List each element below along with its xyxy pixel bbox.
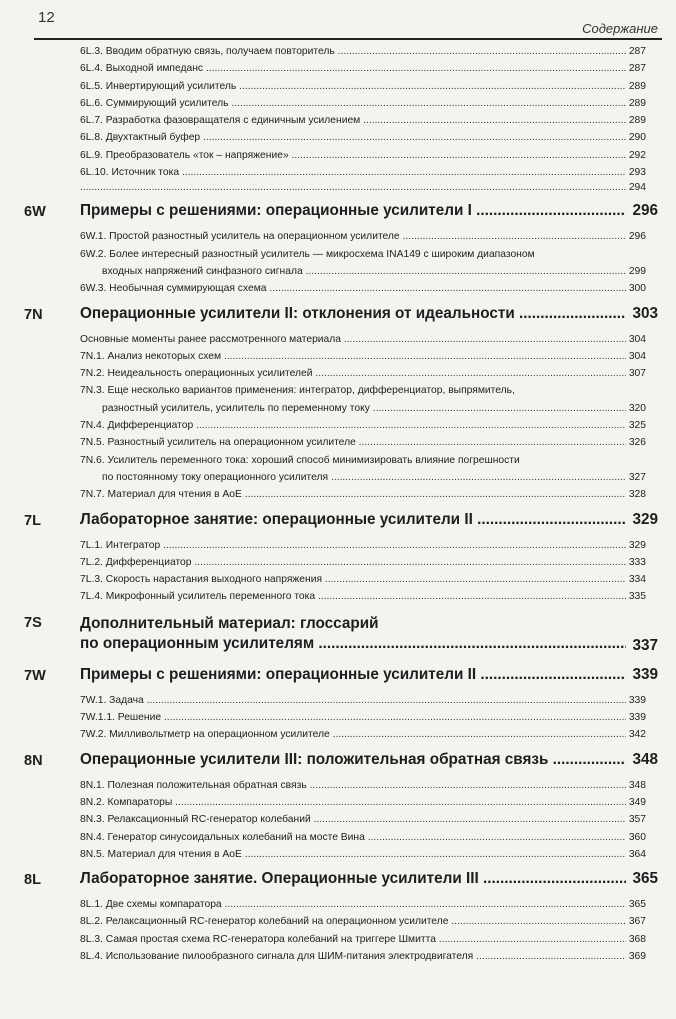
chapter-heading — [0, 751, 676, 777]
toc-entry-page: 360 — [627, 829, 646, 846]
chapter-code: 8L — [24, 872, 41, 889]
toc-entry — [0, 246, 676, 263]
header-rule — [34, 38, 662, 40]
chapter-title: Операционные усилители III: положительная обратная связь ..... — [80, 751, 626, 769]
toc-entry — [0, 931, 676, 948]
toc-entry-page: 349 — [627, 794, 646, 811]
toc-entry — [0, 452, 676, 469]
toc-entry-page: 287 — [627, 43, 646, 60]
running-title: Содержание — [582, 21, 658, 36]
toc-entry — [0, 692, 676, 709]
toc-entry — [0, 129, 676, 146]
toc-entry-page: 328 — [627, 486, 646, 503]
toc-entry — [0, 913, 676, 930]
chapter-title: Дополнительный материал: глоссарий — [80, 614, 379, 632]
chapter-page: 365 — [632, 870, 658, 888]
toc-entry-page: 296 — [627, 228, 646, 245]
toc-entry — [0, 147, 676, 164]
toc-entry-page: 293 — [627, 164, 646, 181]
toc-entry-title: 6L.5. Инвертирующий усилитель ..... — [80, 78, 626, 95]
toc-entry-page: 289 — [627, 95, 646, 112]
toc-entry — [0, 365, 676, 382]
toc-entry-title: 7L.4. Микрофонный усилитель переменного тока ..... — [80, 588, 626, 605]
toc-entry — [0, 95, 676, 112]
toc-entry-title: 8L.1. Две схемы компаратора ..... — [80, 896, 626, 913]
toc-entry — [0, 164, 676, 181]
toc-entry-title: 7W.2. Милливольтметр на операционном усилителе ..... — [80, 726, 626, 743]
chapter-title-cont: по операционным усилителям ..... — [80, 635, 626, 653]
toc-entry-page: 367 — [627, 913, 646, 930]
toc-entry-page: 339 — [627, 709, 646, 726]
toc-entry-page: 289 — [627, 78, 646, 95]
chapter-title: Лабораторное занятие: операционные усилители II ..... — [80, 511, 626, 529]
toc-entry — [0, 571, 676, 588]
toc-entry-page: 335 — [627, 588, 646, 605]
toc-entry-title: 6L.6. Суммирующий усилитель ..... — [80, 95, 626, 112]
toc-entry-title: 8L.2. Релаксационный RC-генератор колебаний на операционном усилителе ..... — [80, 913, 626, 930]
toc-entry — [0, 588, 676, 605]
toc-entry-title: 8N.1. Полезная положительная обратная связь ..... — [80, 777, 626, 794]
toc-entry-page: 348 — [627, 777, 646, 794]
toc-entry-title: 7N.1. Анализ некоторых схем ..... — [80, 348, 626, 365]
toc-entry — [0, 382, 676, 399]
toc-entry — [0, 112, 676, 129]
chapter-title: Примеры с решениями: операционные усилители II ..... — [80, 666, 626, 684]
toc-entry-page: 329 — [627, 537, 646, 554]
toc-entry — [0, 777, 676, 794]
chapter-code: 8N — [24, 752, 43, 769]
toc-entry-continued — [0, 400, 676, 417]
toc-entry-page: 365 — [627, 896, 646, 913]
chapter-page: 348 — [632, 750, 658, 768]
toc-entry — [0, 181, 676, 195]
toc-entry — [0, 417, 676, 434]
toc-entry-page: 325 — [627, 417, 646, 434]
chapter-code: 7W — [24, 667, 46, 684]
toc-entry-title: 8N.3. Релаксационный RC-генератор колебаний ..... — [80, 811, 626, 828]
toc-entry — [0, 486, 676, 503]
toc-entry — [0, 896, 676, 913]
toc-entry-page: 326 — [627, 434, 646, 451]
table-of-contents — [0, 43, 676, 965]
chapter-code: 7S — [24, 614, 42, 631]
toc-entry-continued — [0, 469, 676, 486]
toc-entry — [0, 43, 676, 60]
toc-entry — [0, 537, 676, 554]
toc-entry-title: 6W.1. Простой разностный усилитель на операционном усилителе ..... — [80, 228, 626, 245]
toc-entry-title: 7N.3. Еще несколько вариантов применения: интегратор, дифференциатор, выпрямитель, — [80, 385, 515, 397]
toc-entry — [0, 726, 676, 743]
toc-entry-page: 339 — [627, 692, 646, 709]
toc-entry — [0, 60, 676, 77]
toc-entry-title: 6L.4. Выходной импеданс ..... — [80, 60, 626, 77]
toc-entry-title: 7N.2. Неидеальность операционных усилителей ..... — [80, 365, 626, 382]
toc-entry-page: 299 — [627, 263, 646, 280]
toc-entry-title: 7N.4. Дифференциатор ..... — [80, 417, 626, 434]
toc-entry-title: 8N.5. Материал для чтения в AoE ..... — [80, 846, 626, 863]
toc-entry-title: 7N.5. Разностный усилитель на операционном усилителе ..... — [80, 434, 626, 451]
toc-entry — [0, 709, 676, 726]
toc-entry — [0, 78, 676, 95]
toc-entry-title: 8L.4. Использование пилообразного сигнала для ШИМ-питания электродвигателя ..... — [80, 948, 626, 965]
toc-entry-page: 327 — [627, 469, 646, 486]
toc-entry-page: 320 — [627, 400, 646, 417]
toc-entry-page: 364 — [627, 846, 646, 863]
toc-entry-title: 7N.7. Материал для чтения в AoE ..... — [80, 486, 626, 503]
chapter-page: 337 — [632, 636, 658, 654]
toc-entry-title: Основные моменты ранее рассмотренного материала ..... — [80, 331, 626, 348]
toc-entry-title-cont: входных напряжений синфазного сигнала ..... — [102, 263, 626, 280]
chapter-page: 296 — [632, 202, 658, 220]
toc-entry — [0, 846, 676, 863]
toc-entry-page: 304 — [627, 348, 646, 365]
toc-entry-page: 369 — [627, 948, 646, 965]
chapter-heading — [0, 511, 676, 537]
toc-entry — [0, 811, 676, 828]
chapter-code: 6W — [24, 204, 46, 221]
toc-entry-title: 7L.1. Интегратор ..... — [80, 537, 626, 554]
toc-entry-title: 6L.3. Вводим обратную связь, получаем повторитель ..... — [80, 43, 626, 60]
toc-entry-page: 333 — [627, 554, 646, 571]
chapter-title: Лабораторное занятие. Операционные усилители III ..... — [80, 870, 626, 888]
toc-entry-page: 290 — [627, 129, 646, 146]
toc-entry-title: 7N.6. Усилитель переменного тока: хороший способ минимизировать влияние погрешности — [80, 454, 520, 466]
toc-entry — [0, 280, 676, 297]
toc-entry-page: 342 — [627, 726, 646, 743]
toc-entry-title: 8N.2. Компараторы ..... — [80, 794, 626, 811]
toc-entry-title: 8N.4. Генератор синусоидальных колебаний на мосте Вина ..... — [80, 829, 626, 846]
toc-entry-title: 6L.7. Разработка фазовращателя с единичным усилением ..... — [80, 112, 626, 129]
toc-entry — [0, 434, 676, 451]
toc-entry-page: 289 — [627, 112, 646, 129]
toc-entry-title: 8L.3. Самая простая схема RC-генератора колебаний на триггере Шмитта ..... — [80, 931, 626, 948]
toc-entry — [0, 331, 676, 348]
chapter-heading — [0, 613, 676, 659]
chapter-page: 329 — [632, 510, 658, 528]
toc-entry-page: 334 — [627, 571, 646, 588]
page-header — [0, 0, 676, 40]
chapter-heading — [0, 202, 676, 228]
toc-entry-title: 7W.1.1. Решение ..... — [80, 709, 626, 726]
chapter-heading — [0, 305, 676, 331]
toc-entry-page: 357 — [627, 811, 646, 828]
toc-entry-title: 7L.2. Дифференциатор ..... — [80, 554, 626, 571]
toc-entry-title: 6W.3. Необычная суммирующая схема ..... — [80, 280, 626, 297]
toc-entry-leader — [80, 181, 626, 195]
toc-entry-title-cont: по постоянному току операционного усилителя ..... — [102, 469, 626, 486]
toc-entry-title: 6L.9. Преобразователь «ток – напряжение» ..... — [80, 147, 626, 164]
toc-entry — [0, 348, 676, 365]
toc-entry-title-cont: разностный усилитель, усилитель по переменному току ..... — [102, 400, 626, 417]
toc-entry-page: 287 — [627, 60, 646, 77]
toc-entry-page: 292 — [627, 147, 646, 164]
toc-entry — [0, 794, 676, 811]
toc-entry-title: 6L.10. Источник тока ..... — [80, 164, 626, 181]
toc-entry-title: 6W.2. Более интересный разностный усилитель — микросхема INA149 с широким диапазоном — [80, 248, 535, 260]
toc-entry-title: 6L.8. Двухтактный буфер ..... — [80, 129, 626, 146]
toc-entry-page: 294 — [628, 182, 646, 194]
chapter-title: Примеры с решениями: операционные усилители I ..... — [80, 202, 626, 220]
toc-entry-continued — [0, 263, 676, 280]
toc-entry-title: 7W.1. Задача ..... — [80, 692, 626, 709]
chapter-title: Операционные усилители II: отклонения от идеальности ..... — [80, 305, 626, 323]
chapter-heading — [0, 870, 676, 896]
toc-entry-page: 307 — [627, 365, 646, 382]
toc-entry — [0, 554, 676, 571]
chapter-page: 339 — [632, 665, 658, 683]
toc-entry — [0, 948, 676, 965]
chapter-code: 7L — [24, 512, 41, 529]
toc-entry-page: 368 — [627, 931, 646, 948]
toc-entry — [0, 228, 676, 245]
chapter-heading — [0, 666, 676, 692]
page-number: 12 — [38, 9, 55, 26]
toc-entry — [0, 829, 676, 846]
chapter-page: 303 — [632, 304, 658, 322]
chapter-code: 7N — [24, 306, 43, 323]
toc-entry-page: 300 — [627, 280, 646, 297]
toc-entry-page: 304 — [627, 331, 646, 348]
toc-entry-title: 7L.3. Скорость нарастания выходного напряжения ..... — [80, 571, 626, 588]
